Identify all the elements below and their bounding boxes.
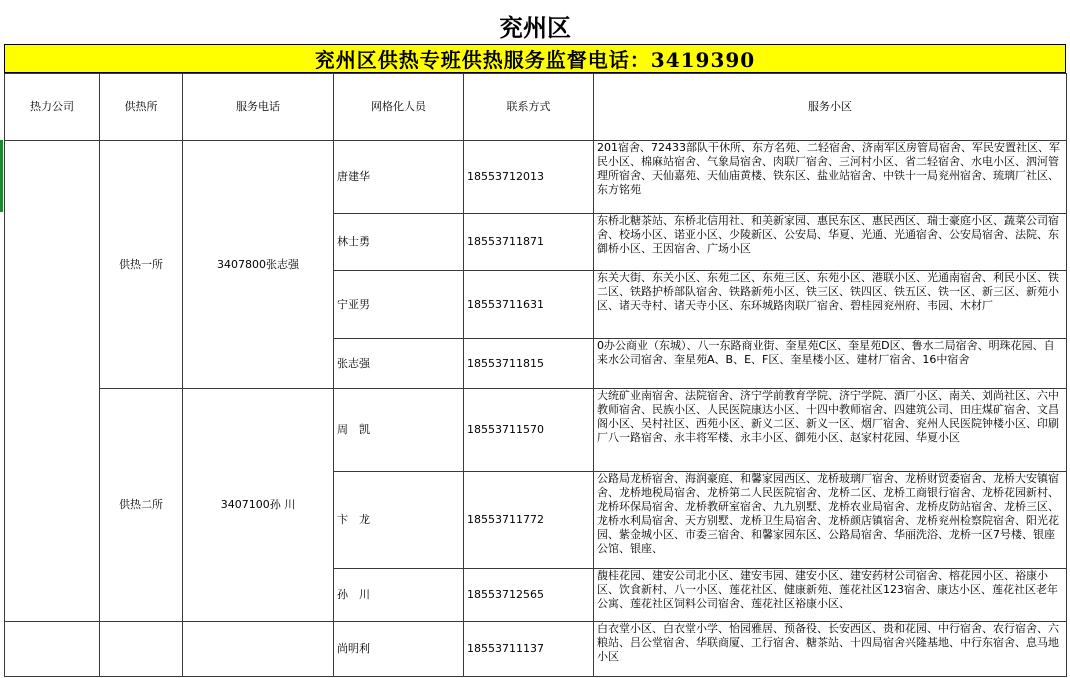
heating-service-table bbox=[4, 73, 1067, 677]
service-areas: 大统矿业南宿舍、法院宿舍、济宁学前教育学院、济宁学院、酒厂小区、南关、刘尚社区、六中教师宿舍、民族小区、人民医院康达小区、十四中教师宿舍、四建筑公司、田庄煤矿宿舍、文昌阁小区、吴村社区、西苑小区、新义二区、新义一区、烟厂宿舍、兖州人民医院钟楼小区、印刷厂八一路宿舍、永丰将军楼、永丰小区、御苑小区、赵家村花园、华夏小区 bbox=[594, 389, 1067, 472]
station-name: 供热一所 bbox=[100, 141, 183, 389]
station-phone: 3407800张志强 bbox=[183, 141, 334, 389]
hotline-banner: 兖州区供热专班供热服务监督电话：3419390 bbox=[4, 44, 1066, 73]
staff-name: 周 凯 bbox=[334, 389, 464, 472]
staff-name: 宁亚男 bbox=[334, 271, 464, 339]
service-areas: 201宿舍、72433部队干休所、东方名苑、二轻宿舍、济南军区房管局宿舍、军民安置社区、军民小区、棉麻站宿舍、气象局宿舍、肉联厂宿舍、三河村小区、省二轻宿舍、水电小区、泗河管理所宿舍、天仙嘉苑、天仙庙黄楼、铁东区、盐业站宿舍、中铁十一局兖州宿舍、琉璃厂社区、东方铭苑 bbox=[594, 141, 1067, 214]
service-areas: 馥桂花园、建安公司北小区、建安韦园、建安小区、建安药材公司宿舍、榕花园小区、裕康小区、饮食新村、八一小区、莲花社区、健康新苑、莲花社区123宿舍、康达小区、莲花社区老年公寓、莲花社区饲料公司宿舍、莲花社区裕康小区、 bbox=[594, 569, 1067, 622]
service-areas: 白衣堂小区、白衣堂小学、怡园雅居、预备役、长安西区、贵和花园、中行宿舍、农行宿舍、六粮站、吕公堂宿舍、华联商厦、工行宿舍、糖茶站、十四局宿舍兴隆基地、中行东宿舍、息马地小区 bbox=[594, 622, 1067, 677]
staff-phone: 18553711570 bbox=[464, 389, 594, 472]
service-areas: 东桥北糖茶站、东桥北信用社、和美新家园、惠民东区、惠民西区、瑞士豪庭小区、蔬菜公司宿舍、校场小区、诺亚小区、少陵新区、公安局、华夏、光通、光通宿舍、公安局宿舍、法院、东御桥小区、王因宿舍、广场小区 bbox=[594, 214, 1067, 271]
cell-selection-marker bbox=[0, 140, 3, 212]
header-company: 热力公司 bbox=[5, 74, 100, 141]
company-cell bbox=[5, 622, 100, 677]
service-areas: 0办公商业（东城）、八一东路商业街、奎星苑C区、奎星苑D区、鲁水二局宿舍、明珠花园、自来水公司宿舍、奎星苑A、B、E、F区、奎星楼小区、建材厂宿舍、16中宿舍 bbox=[594, 339, 1067, 389]
header-service-phone: 服务电话 bbox=[183, 74, 334, 141]
table-row bbox=[5, 622, 1067, 677]
staff-phone: 18553712565 bbox=[464, 569, 594, 622]
staff-name: 张志强 bbox=[334, 339, 464, 389]
staff-phone: 18553711815 bbox=[464, 339, 594, 389]
header-grid-staff: 网格化人员 bbox=[334, 74, 464, 141]
station-name: 供热二所 bbox=[100, 389, 183, 622]
service-areas: 公路局龙桥宿舍、海润豪庭、和馨家园西区、龙桥玻璃厂宿舍、龙桥财贸委宿舍、龙桥大安镇宿舍、龙桥地税局宿舍、龙桥第二人民医院宿舍、龙桥二区、龙桥工商银行宿舍、龙桥花园新村、龙桥环保局宿舍、龙桥教研室宿舍、九九别墅、龙桥农业局宿舍、龙桥皮防站宿舍、龙桥三区、龙桥水利局宿舍、天方别墅、龙桥卫生局宿舍、龙桥颜店镇宿舍、龙桥兖州检察院宿舍、阳光花园、紫金城小区、市委三宿舍、和馨家园东区、公路局宿舍、华丽洗浴、龙桥一区7号楼、银座公馆、银座、 bbox=[594, 472, 1067, 569]
staff-name: 卞 龙 bbox=[334, 472, 464, 569]
staff-phone: 18553711137 bbox=[464, 622, 594, 677]
staff-name: 林士勇 bbox=[334, 214, 464, 271]
header-station: 供热所 bbox=[100, 74, 183, 141]
staff-name: 尚明利 bbox=[334, 622, 464, 677]
staff-phone: 18553711631 bbox=[464, 271, 594, 339]
staff-phone: 18553712013 bbox=[464, 141, 594, 214]
table-row bbox=[5, 141, 1067, 214]
staff-name: 唐建华 bbox=[334, 141, 464, 214]
station-phone: 3407100孙 川 bbox=[183, 389, 334, 622]
staff-phone: 18553711871 bbox=[464, 214, 594, 271]
header-row bbox=[5, 74, 1067, 141]
station-phone bbox=[183, 622, 334, 677]
sheet-title: 兖州区 bbox=[499, 12, 571, 42]
staff-name: 孙 川 bbox=[334, 569, 464, 622]
station-name bbox=[100, 622, 183, 677]
header-communities: 服务小区 bbox=[594, 74, 1067, 141]
company-cell bbox=[5, 141, 100, 622]
header-contact: 联系方式 bbox=[464, 74, 594, 141]
staff-phone: 18553711772 bbox=[464, 472, 594, 569]
service-areas: 东关大街、东关小区、东苑二区、东苑三区、东苑小区、港联小区、光通南宿舍、利民小区、铁二区、铁路护桥部队宿舍、铁路新苑小区、铁三区、铁四区、铁五区、铁一区、新三区、新苑小区、诸天寺村、诸天寺小区、东环城路肉联厂宿舍、碧桂园兖州府、韦园、木材厂 bbox=[594, 271, 1067, 339]
table-row bbox=[5, 389, 1067, 472]
